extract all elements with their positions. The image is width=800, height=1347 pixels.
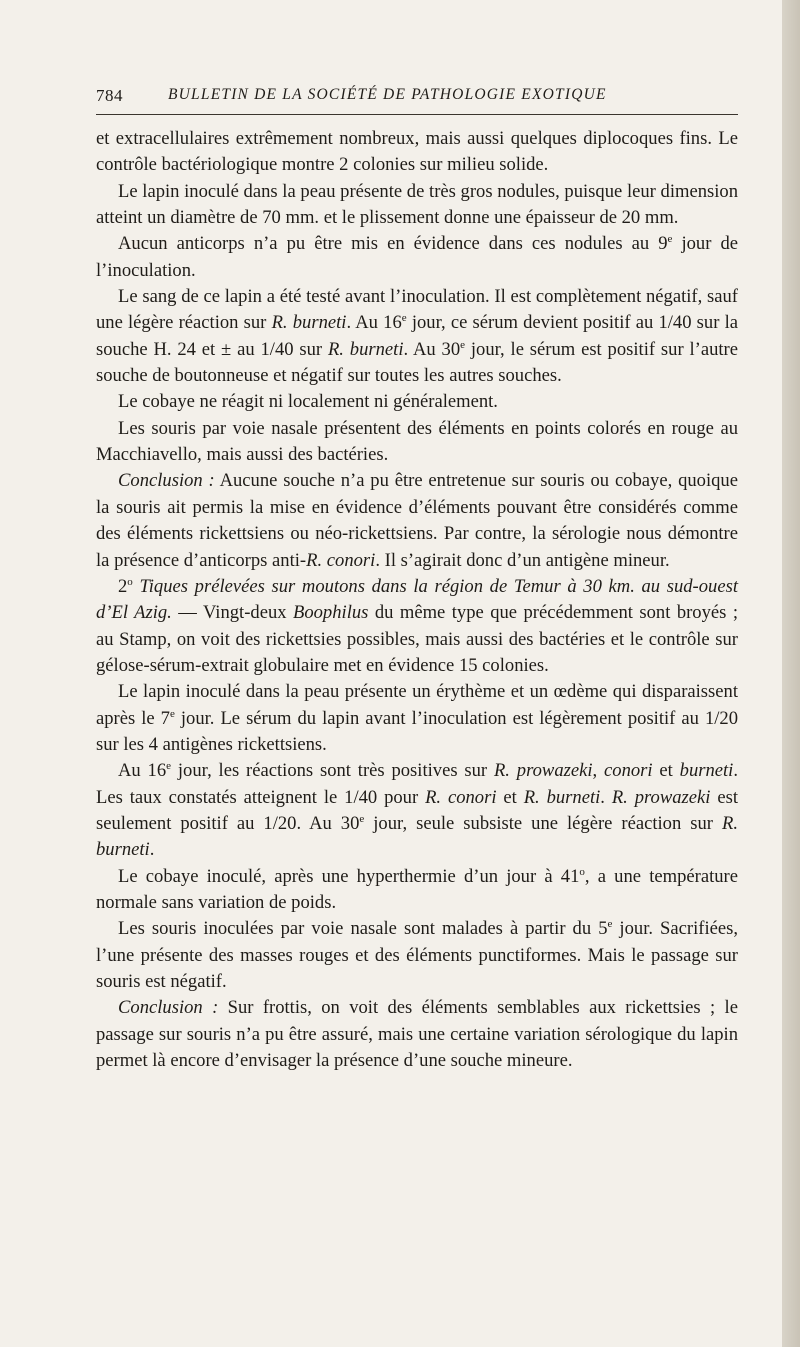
conclusion-1: Conclusion : Aucune souche n’a pu être entretenue sur souris ou cobaye, quoique la souris ait permis la mise en évidence d’éléments pouvant être considérés comme des éléments rickettsiens ou néo-rickettsiens. Par contre, la sérologie nous démontre la présence d’anticorps anti-R. conori. Il s’agirait donc d’un antigène mineur. xyxy=(96,470,738,571)
paragraph-4: Le sang de ce lapin a été testé avant l’inoculation. Il est complètement négatif, sauf une légère réaction sur R. burneti. Au 16e jour, ce sérum devient positif au 1/40 sur la souche H. 24 et ± au 1/40 sur R. burneti. Au 30e jour, le sérum est positif sur l’autre souche de boutonneuse et négatif sur toutes les autres souches. xyxy=(96,286,738,387)
conclusion-2: Conclusion : Sur frottis, on voit des éléments semblables aux rickettsies ; le passage sur souris n’a pu être assuré, mais une certaine variation sérologique du lapin permet là encore d’envisager la présence d’une souche mineure. xyxy=(96,997,738,1072)
page-number: 784 xyxy=(96,86,123,105)
paragraph-5: Le cobaye ne réagit ni localement ni généralement. xyxy=(118,391,498,413)
section-2-ticks: 2$^o$ Tiques prélevées sur moutons dans la région de Temur à 30 km. au sud-ouest d’El Azig. — Vingt-deux Boophilus du même type que précédemment sont broyés ; au Stamp, on voit des rickettsies possibles, mais aussi des bactéries et le contrôle sur gélose-sérum-extrait globulaire met en évidence 15 colonies. xyxy=(96,575,739,676)
running-header xyxy=(96,86,736,112)
header-rule xyxy=(96,114,738,115)
paragraph-1: et extracellulaires extrêmement nombreux, mais aussi quelques diplocoques fins. Le contrôle bactériologique montre 2 colonies sur milieu solide. xyxy=(96,128,738,176)
paragraph-6: Les souris par voie nasale présentent des éléments en points colorés en rouge au Macchiavello, mais aussi des bactéries. xyxy=(96,417,738,466)
paragraph-2: Le lapin inoculé dans la peau présente de très gros nodules, puisque leur dimension atteint un diamètre de 70 mm. et le plissement donne une épaisseur de 20 mm. xyxy=(96,180,738,229)
running-title: BULLETIN DE LA SOCIÉTÉ DE PATHOLOGIE EXOTIQUE xyxy=(168,86,607,103)
page-edge xyxy=(782,0,800,1347)
paragraph-11: Le cobaye inoculé, après une hyperthermie d’un jour à 41$^o$, a une température normale sans variation de poids. xyxy=(96,865,738,913)
body-text xyxy=(96,126,738,1074)
paragraph-9: Le lapin inoculé dans la peau présente un érythème et un œdème qui disparaissent après le 7e jour. Le sérum du lapin avant l’inoculation est légèrement positif au 1/20 sur les 4 antigènes rickettsiens. xyxy=(96,681,738,755)
paragraph-3: Aucun anticorps n’a pu être mis en évidence dans ces nodules au 9e jour de l’inoculation. xyxy=(96,233,738,281)
paragraph-10: Au 16e jour, les réactions sont très positives sur R. prowazeki, conori et burneti. Les taux constatés atteignent le 1/40 pour R. conori et R. burneti. R. prowazeki est seulement positif au 1/20. Au 30e jour, seule subsiste une légère réaction sur R. burneti. xyxy=(96,760,739,861)
paragraph-12: Les souris inoculées par voie nasale sont malades à partir du 5e jour. Sacrifiées, l’une présente des masses rouges et des éléments punctiformes. Mais le passage sur souris est négatif. xyxy=(96,918,739,992)
